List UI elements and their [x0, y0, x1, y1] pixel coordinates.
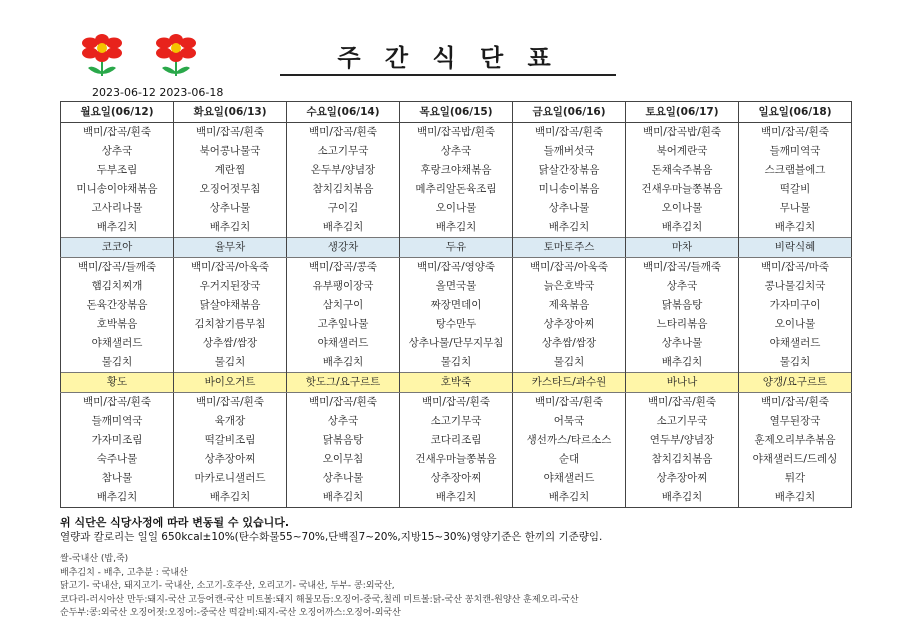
menu-cell: 참나물	[61, 469, 174, 488]
menu-cell: 백미/잡곡/흰죽	[287, 123, 400, 143]
breakfast-row	[61, 161, 852, 180]
snack-cell: 바이오거트	[174, 373, 287, 393]
weekly-menu-table	[60, 101, 852, 508]
menu-cell: 상추국	[400, 142, 513, 161]
flower-left-icon	[82, 34, 122, 76]
day-header: 금요일(06/16)	[513, 102, 626, 123]
notice-text: 위 식단은 식당사정에 따라 변동될 수 있습니다.	[60, 516, 290, 529]
dinner-row	[61, 488, 852, 508]
menu-cell: 배추김치	[61, 218, 174, 238]
menu-cell: 오이나물	[739, 315, 852, 334]
menu-cell: 야채샐러드	[513, 469, 626, 488]
menu-cell: 닭볶음탕	[626, 296, 739, 315]
menu-cell: 상추쌈/쌈장	[174, 334, 287, 353]
snack-cell: 호박죽	[400, 373, 513, 393]
menu-cell: 건새우마늘쫑볶음	[626, 180, 739, 199]
menu-cell: 상추나물	[287, 469, 400, 488]
lunch-row	[61, 296, 852, 315]
menu-cell: 배추김치	[61, 488, 174, 508]
origin-line: 배추김치 - 배추, 고추분 : 국내산	[60, 567, 188, 578]
origin-line: 순두부:콩:외국산 오징어젓:오징어:-중국산 떡갈비:돼지-국산 오징어까스:오징어-외국산	[60, 608, 401, 618]
snack-cell: 카스타드/과수원	[513, 373, 626, 393]
menu-cell: 야채샐러드	[287, 334, 400, 353]
menu-cell: 백미/잡곡/흰죽	[739, 393, 852, 413]
menu-cell: 열무된장국	[739, 412, 852, 431]
flower-decoration-icon	[58, 30, 238, 82]
menu-cell: 백미/잡곡/흰죽	[626, 393, 739, 413]
menu-cell: 백미/잡곡/흰죽	[174, 123, 287, 143]
menu-cell: 백미/잡곡/흰죽	[287, 393, 400, 413]
menu-cell: 물김치	[400, 353, 513, 373]
menu-cell: 배추김치	[287, 488, 400, 508]
menu-cell: 햄김치찌개	[61, 277, 174, 296]
menu-cell: 순대	[513, 450, 626, 469]
menu-cell: 짜장면데이	[400, 296, 513, 315]
day-header: 목요일(06/15)	[400, 102, 513, 123]
snack-cell: 마차	[626, 238, 739, 258]
afternoon-snack-row	[61, 373, 852, 393]
dinner-row	[61, 431, 852, 450]
menu-cell: 물김치	[61, 353, 174, 373]
menu-cell: 백미/잡곡/들깨죽	[626, 258, 739, 278]
breakfast-row	[61, 180, 852, 199]
dinner-row	[61, 469, 852, 488]
menu-cell: 백미/잡곡/영양죽	[400, 258, 513, 278]
menu-cell: 두부조림	[61, 161, 174, 180]
menu-cell: 들깨버섯국	[513, 142, 626, 161]
menu-cell: 백미/잡곡/흰죽	[61, 123, 174, 143]
menu-cell: 가자미조림	[61, 431, 174, 450]
snack-cell: 황도	[61, 373, 174, 393]
flower-right-icon	[156, 34, 196, 76]
breakfast-row	[61, 123, 852, 143]
menu-cell: 백미/잡곡/흰죽	[513, 123, 626, 143]
menu-cell: 물김치	[513, 353, 626, 373]
menu-cell: 오이나물	[626, 199, 739, 218]
menu-cell: 상추국	[287, 412, 400, 431]
menu-cell: 숙주나물	[61, 450, 174, 469]
menu-cell: 느타리볶음	[626, 315, 739, 334]
menu-cell: 유부팽이장국	[287, 277, 400, 296]
menu-cell: 탕수만두	[400, 315, 513, 334]
menu-cell: 물김치	[174, 353, 287, 373]
menu-cell: 건새우마늘쫑볶음	[400, 450, 513, 469]
menu-cell: 백미/잡곡/아욱죽	[174, 258, 287, 278]
menu-cell: 배추김치	[626, 488, 739, 508]
menu-cell: 백미/잡곡/흰죽	[400, 393, 513, 413]
lunch-row	[61, 353, 852, 373]
menu-cell: 백미/잡곡/흰죽	[61, 393, 174, 413]
breakfast-row	[61, 142, 852, 161]
snack-cell: 율무차	[174, 238, 287, 258]
menu-cell: 고사리나물	[61, 199, 174, 218]
menu-cell: 상추국	[626, 277, 739, 296]
origin-info	[60, 553, 860, 621]
menu-cell: 상추나물	[174, 199, 287, 218]
menu-cell: 떡갈비	[739, 180, 852, 199]
title-underline	[280, 74, 616, 76]
menu-cell: 소고기무국	[287, 142, 400, 161]
menu-cell: 온두부/양념장	[287, 161, 400, 180]
menu-cell: 북어콩나물국	[174, 142, 287, 161]
menu-cell: 떡갈비조림	[174, 431, 287, 450]
menu-cell: 상추나물	[626, 334, 739, 353]
origin-line: 닭고기- 국내산, 돼지고기- 국내산, 소고기-호주산, 오리고기- 국내산, 두부- 콩:외국산,	[60, 581, 395, 591]
breakfast-row	[61, 218, 852, 238]
menu-cell: 상추장아찌	[513, 315, 626, 334]
day-header: 일요일(06/18)	[739, 102, 852, 123]
menu-cell: 야채샐러드	[61, 334, 174, 353]
snack-cell: 코코아	[61, 238, 174, 258]
menu-cell: 육개장	[174, 412, 287, 431]
lunch-row	[61, 258, 852, 278]
menu-cell: 배추김치	[287, 353, 400, 373]
menu-cell: 소고기무국	[400, 412, 513, 431]
menu-cell: 백미/잡곡/흰죽	[739, 123, 852, 143]
menu-cell: 소고기무국	[626, 412, 739, 431]
breakfast-row	[61, 199, 852, 218]
menu-cell: 제육볶음	[513, 296, 626, 315]
menu-cell: 마카로니샐러드	[174, 469, 287, 488]
day-header: 화요일(06/13)	[174, 102, 287, 123]
snack-cell: 양갱/요구르트	[739, 373, 852, 393]
snack-cell: 두유	[400, 238, 513, 258]
lunch-row	[61, 315, 852, 334]
menu-cell: 배추김치	[400, 218, 513, 238]
menu-cell: 배추김치	[513, 218, 626, 238]
menu-cell: 물김치	[739, 353, 852, 373]
menu-cell: 상추장아찌	[174, 450, 287, 469]
origin-line: 코다리-러시아산 만두:돼지-국산 고등어캔-국산 미트볼:돼지 해물모듬:오징어-중국,칠레 미트볼:닭-국산 꽁치캔-원양산 훈제오리-국산	[60, 594, 579, 605]
menu-cell: 늙은호박국	[513, 277, 626, 296]
menu-cell: 백미/잡곡/흰죽	[174, 393, 287, 413]
menu-cell: 백미/잡곡/콩죽	[287, 258, 400, 278]
day-header: 토요일(06/17)	[626, 102, 739, 123]
menu-cell: 참치김치볶음	[287, 180, 400, 199]
snack-cell: 토마토주스	[513, 238, 626, 258]
menu-cell: 배추김치	[739, 218, 852, 238]
notes-section	[60, 514, 860, 621]
menu-cell: 구이김	[287, 199, 400, 218]
menu-cell: 상추쌈/쌈장	[513, 334, 626, 353]
menu-cell: 김치참기름무침	[174, 315, 287, 334]
menu-cell: 상추국	[61, 142, 174, 161]
menu-cell: 배추김치	[400, 488, 513, 508]
menu-cell: 배추김치	[287, 218, 400, 238]
menu-body	[61, 123, 852, 508]
menu-cell: 북어계란국	[626, 142, 739, 161]
menu-cell: 야채샐러드/드레싱	[739, 450, 852, 469]
menu-cell: 삼치구이	[287, 296, 400, 315]
menu-cell: 닭살야채볶음	[174, 296, 287, 315]
menu-cell: 배추김치	[174, 218, 287, 238]
menu-cell: 오이무침	[287, 450, 400, 469]
menu-cell: 배추김치	[626, 218, 739, 238]
lunch-row	[61, 334, 852, 353]
snack-cell: 핫도그/요구르트	[287, 373, 400, 393]
nutrition-text: 열량과 칼로리는 일일 650kcal±10%(탄수화물55~70%,단백질7~20%,지방15~30%)영양기준은 한끼의 기준량임.	[60, 531, 603, 543]
menu-cell: 오징어젓무침	[174, 180, 287, 199]
snack-cell: 생강차	[287, 238, 400, 258]
day-header: 수요일(06/14)	[287, 102, 400, 123]
menu-cell: 배추김치	[739, 488, 852, 508]
menu-cell: 우거지된장국	[174, 277, 287, 296]
menu-cell: 어묵국	[513, 412, 626, 431]
menu-cell: 연두부/양념장	[626, 431, 739, 450]
menu-cell: 백미/잡곡/흰죽	[513, 393, 626, 413]
menu-cell: 미니송이볶음	[513, 180, 626, 199]
origin-line: 쌀-국내산 (밥,죽)	[60, 554, 129, 564]
day-header-row	[61, 102, 852, 123]
menu-cell: 백미/잡곡밥/흰죽	[400, 123, 513, 143]
menu-cell: 상추나물	[513, 199, 626, 218]
menu-cell: 돈육간장볶음	[61, 296, 174, 315]
menu-cell: 참치김치볶음	[626, 450, 739, 469]
menu-cell: 후랑크야채볶음	[400, 161, 513, 180]
menu-cell: 호박볶음	[61, 315, 174, 334]
menu-cell: 콩나물김치국	[739, 277, 852, 296]
menu-cell: 야채샐러드	[739, 334, 852, 353]
menu-cell: 들깨미역국	[61, 412, 174, 431]
snack-cell: 비락식혜	[739, 238, 852, 258]
menu-cell: 들깨미역국	[739, 142, 852, 161]
menu-cell: 백미/잡곡/아욱죽	[513, 258, 626, 278]
snack-cell: 바나나	[626, 373, 739, 393]
menu-cell: 백미/잡곡/마죽	[739, 258, 852, 278]
dinner-row	[61, 412, 852, 431]
menu-cell: 상추장아찌	[400, 469, 513, 488]
lunch-row	[61, 277, 852, 296]
menu-cell: 생선까스/타르소스	[513, 431, 626, 450]
menu-period: 2023-06-12 2023-06-18	[92, 86, 224, 99]
menu-cell: 배추김치	[626, 353, 739, 373]
menu-cell: 상추나물/단무지무침	[400, 334, 513, 353]
menu-cell: 오이나물	[400, 199, 513, 218]
dinner-row	[61, 393, 852, 413]
page-title: 주 간 식 단 표	[337, 44, 559, 72]
menu-cell: 백미/잡곡밥/흰죽	[626, 123, 739, 143]
menu-cell: 백미/잡곡/들깨죽	[61, 258, 174, 278]
menu-cell: 닭볶음탕	[287, 431, 400, 450]
menu-cell: 스크램블에그	[739, 161, 852, 180]
dinner-row	[61, 450, 852, 469]
menu-cell: 메추리알돈육조림	[400, 180, 513, 199]
menu-cell: 배추김치	[513, 488, 626, 508]
menu-cell: 닭살간장볶음	[513, 161, 626, 180]
morning-snack-row	[61, 238, 852, 258]
menu-cell: 배추김치	[174, 488, 287, 508]
menu-cell: 무나물	[739, 199, 852, 218]
menu-cell: 올면국물	[400, 277, 513, 296]
menu-cell: 훈제오리부추볶음	[739, 431, 852, 450]
day-header: 월요일(06/12)	[61, 102, 174, 123]
menu-cell: 돈채숙주볶음	[626, 161, 739, 180]
menu-cell: 가자미구이	[739, 296, 852, 315]
menu-cell: 계란찜	[174, 161, 287, 180]
menu-cell: 상추장아찌	[626, 469, 739, 488]
menu-cell: 고추잎나물	[287, 315, 400, 334]
menu-cell: 튀각	[739, 469, 852, 488]
menu-cell: 코다리조림	[400, 431, 513, 450]
menu-cell: 미니송이야채볶음	[61, 180, 174, 199]
